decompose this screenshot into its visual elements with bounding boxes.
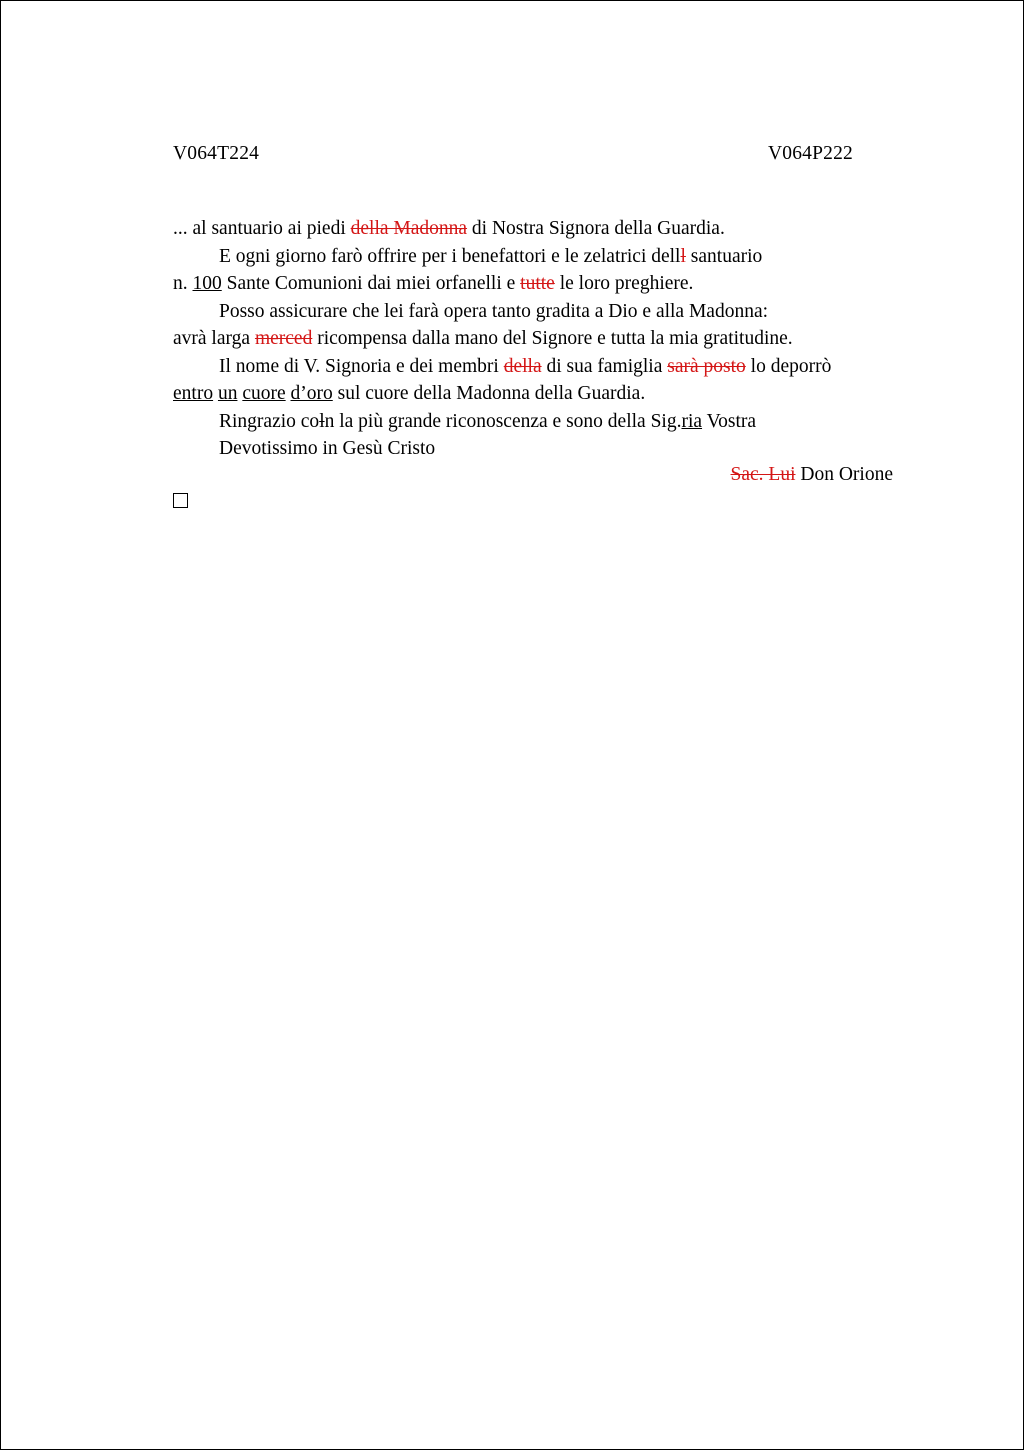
text-run: le loro preghiere. — [554, 273, 694, 294]
inserted-text: un — [217, 383, 238, 404]
paragraph-8 — [173, 408, 893, 436]
document-body — [173, 215, 893, 463]
deleted-text: l — [319, 410, 325, 432]
text-run: di sua famiglia — [541, 355, 668, 377]
inserted-text: 100 — [192, 273, 222, 294]
text-run: n. — [173, 273, 193, 294]
deleted-text: tutte — [520, 273, 555, 294]
text-run: E ogni giorno farò offrire per i benefattori e le zelatrici dell — [219, 245, 681, 267]
paragraph-3 — [173, 270, 893, 298]
deleted-signature: Sac. Lui — [730, 464, 796, 485]
text-run: Devotissimo in Gesù Cristo — [219, 438, 436, 459]
text-run: sul cuore della Madonna della Guardia. — [332, 383, 646, 404]
paragraph-9 — [173, 435, 893, 463]
header-right-code: V064P222 — [767, 143, 853, 164]
paragraph-5 — [173, 325, 893, 353]
inserted-text: d’oro — [290, 383, 333, 404]
inserted-text: entro — [173, 383, 214, 404]
square-marker-icon — [173, 493, 188, 508]
deleted-text: l — [680, 245, 686, 267]
signature-name: Don Orione — [795, 464, 893, 485]
text-run: ... al santuario ai piedi — [173, 218, 351, 239]
deleted-text: della Madonna — [350, 218, 468, 239]
paragraph-7 — [173, 380, 893, 408]
text-run: lo deporrò — [745, 355, 832, 377]
text-run: Il nome di V. Signoria e dei membri — [219, 355, 504, 377]
deleted-text: della — [503, 355, 542, 377]
text-run: Posso assicurare che lei farà opera tanto gradita a Dio e alla Madonna: — [219, 300, 769, 322]
text-run: ricompensa dalla mano del Signore e tutta la mia gratitudine. — [312, 328, 793, 349]
text-run: santuario — [685, 245, 763, 267]
paragraph-1 — [173, 215, 893, 243]
page-header — [173, 143, 853, 165]
text-run: Ringrazio co — [219, 410, 320, 432]
inserted-text: ria — [681, 410, 703, 432]
text-run: Vostra — [702, 410, 757, 432]
text-run: avrà larga — [173, 328, 255, 349]
paragraph-6 — [173, 353, 893, 381]
deleted-text: merced — [254, 328, 313, 349]
text-run: di Nostra Signora della Guardia. — [467, 218, 725, 239]
header-left-code: V064T224 — [173, 143, 260, 164]
paragraph-2 — [173, 243, 893, 271]
signature-block — [173, 461, 893, 489]
inserted-text: cuore — [242, 383, 286, 404]
paragraph-4 — [173, 298, 893, 326]
deleted-text: sarà posto — [667, 355, 746, 377]
text-run: n la più grande riconoscenza e sono della Sig. — [324, 410, 682, 432]
text-run: Sante Comunioni dai miei orfanelli e — [221, 273, 521, 294]
